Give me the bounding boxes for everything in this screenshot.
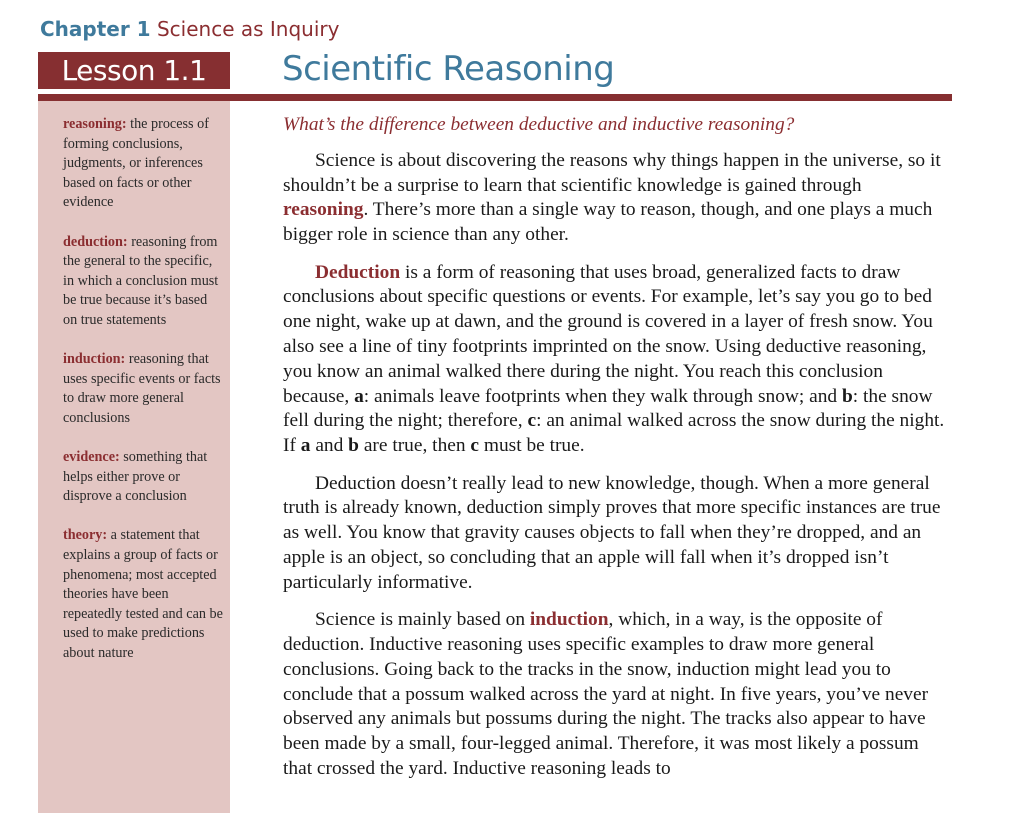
paragraph-deduction-limits: Deduction doesn’t really lead to new knowledge, though. When a more general truth is already known, deduction simply proves that more specific instances are true as well. You know that gravity causes objects to fall when they’re dropped, and an apple is an object, so concluding that an apple will fall when it’s dropped isn’t particularly informative.: [283, 472, 941, 593]
glossary-list: [63, 115, 223, 683]
glossary-term: theory:: [63, 527, 108, 544]
key-term-reasoning: reasoning: [283, 199, 364, 221]
glossary-definition: a statement that explains a group of facts or phenomena; most accepted theories have been repeatedly tested and can be used to make predictions about nature: [63, 527, 223, 662]
glossary-item-deduction: [63, 233, 223, 331]
key-term-induction: induction: [529, 609, 609, 631]
conclusion-label-c: c: [470, 435, 480, 457]
glossary-term: deduction:: [63, 233, 128, 250]
premise-label-a: a: [300, 435, 311, 457]
text: Science is mainly based on: [315, 609, 530, 631]
main-content: [283, 113, 949, 794]
text: . There’s more than a single way to reason, though, and one plays a much bigger role in science than any other.: [283, 199, 933, 246]
key-term-deduction: Deduction: [315, 261, 401, 283]
chapter-heading: [40, 16, 339, 42]
glossary-item-evidence: [63, 448, 223, 507]
glossary-term: evidence:: [63, 449, 120, 466]
text: and: [310, 435, 349, 457]
lesson-title: Scientific Reasoning: [282, 49, 615, 89]
premise-label-b: b: [841, 385, 853, 407]
paragraph-intro: [283, 149, 949, 248]
chapter-title: Science as Inquiry: [156, 17, 340, 41]
chapter-number: Chapter 1: [40, 17, 151, 41]
conclusion-label-c: c: [527, 410, 537, 432]
text: is a form of reasoning that uses broad, generalized facts to draw conclusions about specific questions or events. For example, let’s say you go to bed one night, wake up at dawn, and the ground is covered in a layer of fresh snow. You also see a line of tiny footprints imprinted on the snow. Using deductive reasoning, you know an animal walked there during the night. You reach this conclusion because,: [283, 261, 933, 407]
glossary-definition: reasoning from the general to the specific, in which a conclusion must be true because it’s based on true statements: [63, 233, 219, 328]
premise-label-a: a: [354, 385, 364, 407]
glossary-item-theory: [63, 526, 223, 663]
header-divider: [38, 94, 952, 101]
premise-label-b: b: [348, 435, 359, 457]
paragraph-deduction: [283, 261, 949, 459]
text: are true, then: [358, 435, 471, 457]
guiding-question: What’s the difference between deductive and inductive reasoning?: [283, 114, 795, 135]
glossary-definition: reasoning that uses specific events or facts to draw more general conclusions: [63, 351, 221, 426]
glossary-definition: something that helps either prove or disprove a conclusion: [63, 449, 208, 505]
text: : animals leave footprints when they walk through snow; and: [363, 385, 842, 407]
glossary-item-reasoning: [63, 115, 223, 213]
glossary-term: induction:: [63, 351, 126, 368]
text: Science is about discovering the reasons why things happen in the universe, so it shouldn’t be a surprise to learn that scientific knowledge is gained through: [283, 149, 941, 196]
text: must be true.: [479, 435, 585, 457]
glossary-term: reasoning:: [63, 116, 127, 132]
text: : the snow fell during the night; therefore,: [283, 385, 933, 432]
glossary-definition: the process of forming conclusions, judgments, or inferences based on facts or other evidence: [63, 116, 209, 211]
lesson-label: Lesson 1.1: [38, 52, 230, 89]
text: : an animal walked across the snow during the night. If: [283, 410, 945, 457]
text: , which, in a way, is the opposite of deduction. Inductive reasoning uses specific examples to draw more general conclusions. Going back to the tracks in the snow, induction might lead you to conclude that a possum walked across the yard at night. In five years, you’ve never observed any animals but possums during the night. The tracks also appear to have been made by a small, four-legged animal. Therefore, it was most likely a possum that crossed the yard. Inductive reasoning leads to: [283, 609, 929, 779]
paragraph-induction: [283, 608, 949, 782]
glossary-item-induction: [63, 350, 223, 428]
